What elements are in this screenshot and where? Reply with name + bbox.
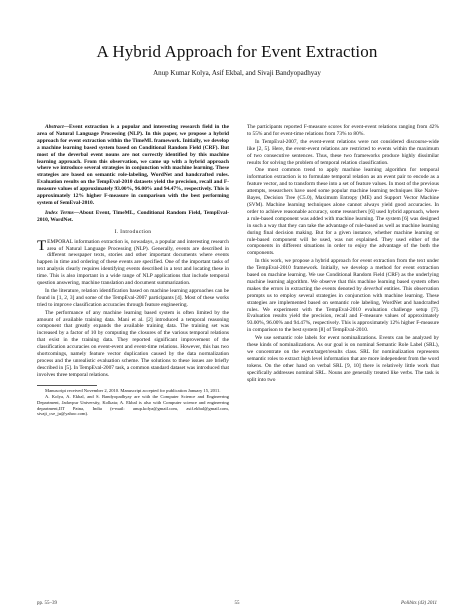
- right-paragraph-4: [247, 258, 439, 334]
- abstract: [37, 124, 229, 207]
- intro-paragraph-3: The performance of any machine learning based system is often limited by the amount of available training data. Mani et al. [2] introduced a temporal reasoning component that greatly expands the available training data. The training set was increased by a factor of 10 by computing the closures of the various temporal relations that exist in the training data. They reported significant improvement of the classification accuracies on event-event and event-time relations. However, this has two shortcomings, namely feature vector duplication caused by the data normalization process and the unrealistic evaluation scheme. The solutions to these issues are briefly described in [5]. In TempEval-2007 task, a common standard dataset was introduced that involves three temporal relations.: [37, 309, 229, 378]
- abstract-label: Abstract: [45, 124, 64, 130]
- index-terms-label: Index Terms: [45, 209, 74, 216]
- intro-paragraph-2: In the literature, relation identification based on machine learning approaches can be found in [1, 2, 3] and some of the TempEval-2007 participants [4]. Most of these works tried to improve classification accuracies through feature engineering.: [37, 287, 229, 308]
- intro-p1-text: EMPORAL information extraction is, nowadays, a popular and interesting research area of Natural Language Processing (NLP). Generally, events are described in different newspaper texts, stories and other important documents where events happen in time and ordering of these events are specified. One of the important tasks of text analysis clearly requires identifying events described in a text and locating these in time. This is also important in a wide range of NLP applications that include temporal question answering, machine translation and document summarization.: [37, 238, 229, 287]
- intro-paragraph-1: [37, 239, 229, 287]
- index-terms: [37, 210, 229, 224]
- footnote-manuscript: Manuscript received November 2, 2010. Manuscript accepted for publication January 15, 2011.: [45, 387, 221, 393]
- page-number: 55: [234, 601, 240, 606]
- paper-title: A Hybrid Approach for Event Extraction: [96, 42, 378, 61]
- left-column: [37, 124, 229, 418]
- right-paragraph-3: One most common trend to apply machine learning algorithm for temporal information extraction is to formulate temporal relation as an event pair to encode as a feature vector, and to transform these into a set of feature values. In most of the previous attempts, researchers have used some popular machine learning techniques like Naive-Bayes, Decision Tree (C5.0), Maximum Entropy (ME) and Support Vector Machine (SVM). Machine learning techniques alone cannot always yield good accuracies. In order to achieve reasonable accuracy, some researchers [6] used hybrid approach, where a rule-based component was added with machine learning. The system [6] was designed in such a way that they can take the advantage of rule-based as well as machine learning during final decision making. But for a given instance, whether machine learning or rule-based component will be used, was not explained. They used either of the components in different situations in order to enjoy the advantage of the both the components.: [247, 167, 439, 257]
- footnote-divider: [37, 385, 97, 386]
- author-list: Anup Kumar Kolya, Asif Ekbal, and Sivaji Bandyopadhyay: [153, 69, 321, 77]
- right-paragraph-2: In TempEval-2007, the event-event relations were not considered discourse-wide like [2, 5]. Here, the event-event relations are restricted to events within the maximum of two consecutive sentences. Thus, these two frameworks produce highly dissimilar results for solving the problem of temporal relation classification.: [247, 138, 439, 166]
- footnote-affiliation: A. Kolya, A. Ekbal, and S. Bandyopadhyay are with the Computer Science and Engineering Department, Jadavpur University, Kolkata; A. Ekbal is also with Computer science and engineering department,IIT Patna, India (e-mail: anup.kolya@gmail.com, asif.ekbal@gmail.com, sivaji_cse_ju@yahoo.com).: [37, 394, 229, 417]
- right-paragraph-5: We use semantic role labels for event nominalizations. Events can be analyzed by these kinds of nominalizations. As our goal is on nominal Semantic Role Label (SRL), we concentrate on the event/target/results class. SRL for nominalization represents semantic roles to extract high level information that are more independent from the word tokens. On the other hand on verbal SRL [9, 10] there is relatively little work that specifically addresses nominal SRL. Nouns are generally treated like verbs. The task is split into two: [247, 335, 439, 383]
- abstract-text: —Event extraction is a popular and interesting research field in the area of Natural Language Processing (NLP). In this paper, we propose a hybrid approach for event extraction within the TimeML framework. Initially, we develop a machine learning based system based on Conditional Random Field (CRF). But most of the deverbal event nouns are not correctly identified by this machine learning approach. From this observation, we came up with a hybrid approach where we introduce several strategies in conjunction with machine learning. These strategies are based on semantic role-labeling, WordNet and handcrafted rules. Evaluation results on the TempEval-2010 datasets yield the precision, recall and F-measure values of approximately 93.00%, 96.00% and 94.47%, respectively. This is approximately 12% higher F-measure in comparison with the best performing system of SemEval-2010.: [37, 124, 229, 206]
- right-p4-text-a: In this work, we propose a hybrid approach for event extraction from the text under the TempEval-2010 framework. Initially, we develop a method for event extraction based on machine learning. We use Conditional Random Field (CRF) as the underlying machine learning algorithm. We observe that this machine learning based system often makes the errors in extracting the events denoted by: [247, 258, 439, 292]
- right-p4-text-b: entities. This observation prompts us to employ several strategies in conjunction with machine learning. These strategies are implemented based on semantic role labeling, WordNet and handcrafted rules. We experiment with the TempEval-2010 evaluation challenge setup [7]. Evaluation results yield the precision, recall and F-measure values of approximately 93.00%, 96.00% and 94.47%, respectively. This is approximately 12% higher F-measure in comparison to the best system [8] of TempEval-2010.: [247, 285, 439, 334]
- section-heading-introduction: I. Introduction: [114, 228, 152, 235]
- page-range: pp. 55–39: [37, 601, 57, 606]
- right-p4-italic: deverbal: [363, 285, 383, 292]
- drop-cap: T: [37, 237, 47, 254]
- right-column: [247, 124, 439, 385]
- index-terms-text: —About Event, TimeML, Conditional Random Field, TempEval-2010, WordNet.: [37, 209, 229, 223]
- journal-name: Polibits (43) 2011: [400, 601, 437, 606]
- right-paragraph-1: The participants reported F-measure scores for event-event relations ranging from 42% to 55% and for event-time relations from 73% to 80%.: [247, 124, 439, 137]
